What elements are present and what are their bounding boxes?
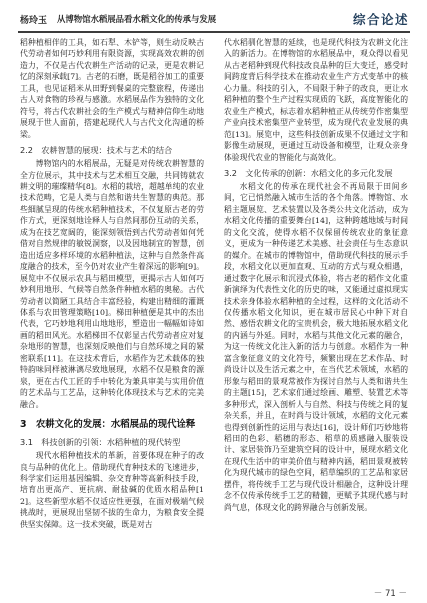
running-header [0,0,427,33]
right-column [224,37,408,583]
paragraph: 水稻文化的传承在现代社会不再局限于田间乡间，它已悄然融入城市生活的各个角落。博物馆、水稻主题展览、艺术装置以及各类公共文化活动，成为水稻文化传播的重要舞台[14]，这种跨越地域与时间的文化交流，使得水稻不仅保留传统农业的象征意义，更成为一种传递艺术美感、社会责任与生态意识的媒介。在城市的博物馆中，借助现代科技的展示手段，水稻文化以更加直观、互动的方式与观众相遇，通过数字化展示和沉浸式体验，将古老的稻作文化重新演绎为代表性文化的历史的味，又能通过虚拟现实技术亲身体验水稻种植的全过程，这样的文化活动不仅传播水稻文化知识，更在城市居民心中种下对自然、感悟农耕文化的宝贵机会，极大地拓展水稻文化的内涵与外延。同时，水稻与其他文化元素的融合，为这一传统文化注入新的活力与创意。水稻作为一种富含象征意义的文化符号，频繁出现在艺术作品、时尚设计以及生活元素之中，在当代艺术领域，水稻的形象与稻田的景观常被作为探讨自然与人类和谐共生的主题[15]，艺术家们通过绘画、雕塑、装置艺术等多种形式，深入剖析人与自然、科技与传统之间的复杂关系，并且，在时尚与设计领域，水稻的文化元素也得到创新性的运用与表达[16]，设计师们巧妙地将稻田的色彩、稻穗的形态、稻草的质感融入服装设计、家居装饰乃至建筑空间的设计中，展现水稻文化在现代生活中的审美价值与精神内涵，稻田景观被转化为现代城市的绿色空间，稻草编织的工艺品和家居摆件，将传统手工艺与现代设计相融合，这种设计理念不仅传承传统手工艺的精髓，更赋予其现代感与时尚气息，体现文化的跨界融合与创新发展。 [224,181,408,512]
left-column [20,37,204,583]
section-label: 综合论述 [352,12,409,27]
header-author: 杨玲玉 [20,16,48,26]
section-heading-3: 3 农耕文化的发展：水稻展品的现代诠释 [20,419,196,431]
paragraph: 博物馆内的水稻展品，无疑是对传统农耕智慧的全方位展示，其中技术与艺术相互交融，共同铸就农耕文明的璀璨精华[8]。水稻的栽培，超越单纯的农业技术范畴，它是人类与自然和谐共生智慧的典范。那些細腻呈现的传统水稻种植技术，不仅复原古老的劳作方式，更深刻地诠释人与自然间那份互动的关系，成为在技艺宽阔的，能深刻领悟到古代劳动者如何凭借对自然规律的敏锐洞察，以及因地制宜的智慧，创造出适应多样环境的水稻种植法，这种与自然条件高度融合的技术，至今仍对农业产生着深远的影响[9]。展览中不仅展示农具与稻田模型，更揭示古人如何巧妙利用地形、气候等自然条件种植水稻的奥秘。古代劳动者以简陋工具结合丰富经验，构建出精细的灌溉体系与农田管理策略[10]。梯田种植便是其中的杰出代表，它巧妙地利用山地地形，塑造出一幅幅如诗如画的稻田风光。水稻梯田不仅彰显古代劳动者应对复杂地形的智慧，也深刻反映他们与自然环境之间的紧密联系[11]。在这技术背后，水稻作为艺术载体的独特韵味同样被淋漓尽致地展现，水稻不仅是粮食的源泉，更在古代工匠的手中转化为兼具审美与实用价值的艺术品与工艺品，这种转化体现技术与艺术的完美融合。 [20,159,204,409]
paragraph: 稻种植相伴的工具，如石犁、木铲等，则生动反映古代劳动者如何巧妙利用有限资源，实现高效农耕的创造力，不仅是古代农耕生产活动的记录，更是农耕记忆的深刻承载[7]。古老的石磨，既是稻谷加工的重要工具，也见证稻米从田野到餐桌的完整旅程，传递出古人对食物的珍视与感激。水稻展品作为独特的文化符号，将古代农耕社会的生产模式与精神信仰生动地展现于世人面前，搭建起现代人与古代文化沟通的桥梁。 [20,38,204,139]
subsection-heading-3-2: 3.2 文化传承的创新：水稻文化的多元化发展 [224,167,393,178]
paragraph: 现代水稻种植技术的革新，首要体现在种子的改良与品种的优化上。借助现代育种技术的飞速进步，科学家们运用基因编辑、杂交育种等高新科技手段，培育出更高产、更抗病、耐盐碱的优质水稻品种[12]。这些新型水稻不仅适应性更强，在面对极端气候挑战时，更展现出坚韧不拔的生命力，为粮食安全提供坚实保障。这一技术突破，既是对古 [20,451,204,529]
header-article-title: 从博物馆水稻展品看水稻文化的传承与发展 [57,14,217,24]
page-number: － 71 － [373,589,407,599]
subsection-heading-2-2: 2.2 农耕智慧的展现：技术与艺术的结合 [20,145,173,156]
paragraph: 代水稻驯化智慧的延续，也是现代科技为农耕文化注入的新活力。在博物馆的水稻展品中，观众得以看见从古老稻种到现代科技改良品种的巨大变迁，感受时间跨度背后科学技术在推动农业生产方式变革中的核心力量。科技的引入，不局限于种子的改良，更让水稻种植的整个生产过程实现质的飞跃，高度智能化的农业生产模式，标志着水稻种植正从传统劳作密集型产业向技术密集型产业转型，成为现代农业发展的典范[13]。展览中，这些科技创新成果不仅通过文字和影像生动展现，更通过互动设备和模型，让观众亲身体验现代农业的智能化与高效化。 [224,38,408,162]
header-rule [18,31,410,33]
subsection-heading-3-1: 3.1 科技创新的引领：水稻种植的现代转型 [20,437,181,448]
article-body [20,37,408,583]
